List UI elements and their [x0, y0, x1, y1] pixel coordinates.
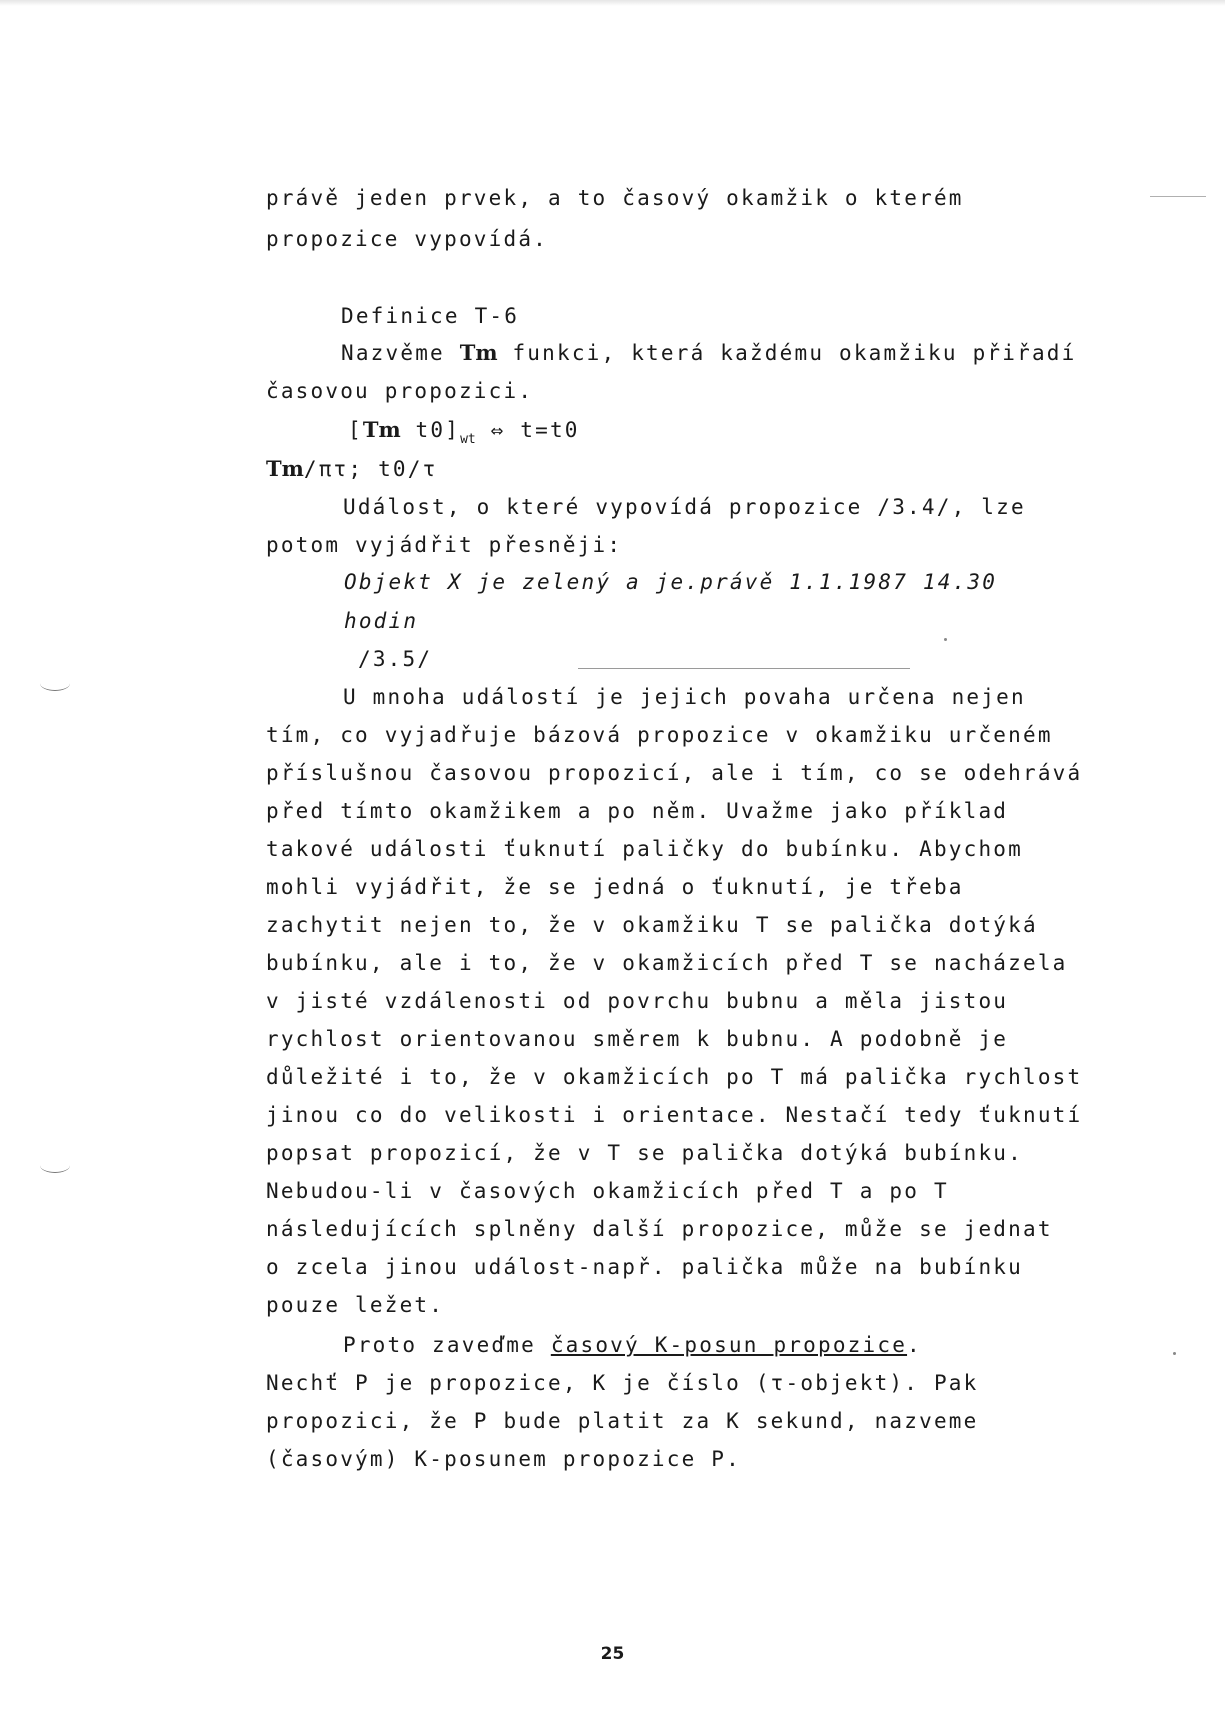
paragraph-line: v jisté vzdálenosti od povrchu bubnu a měla jistou — [266, 989, 1009, 1013]
scan-speck — [944, 638, 947, 641]
example-line: Objekt X je zelený a je.právě 1.1.1987 14.30 — [344, 570, 998, 594]
paragraph-line: Nechť P je propozice, K je číslo (τ-objekt). Pak — [266, 1371, 979, 1395]
paragraph-line: U mnoha událostí je jejich povaha určena nejen — [343, 685, 1026, 709]
paragraph-line: následujících splněny další propozice, může se jednat — [266, 1217, 1053, 1241]
page-number: 25 — [600, 1644, 625, 1664]
definition-line: Nazvěme Tm funkci, která každému okamžiku přiřadí — [341, 340, 1077, 365]
paragraph-line: jinou co do velikosti i orientace. Nestačí tedy ťuknutí — [266, 1103, 1083, 1127]
definition-line: časovou propozici. — [266, 379, 534, 403]
text-line: potom vyjádřit přesněji: — [266, 533, 623, 557]
text-line: propozice vypovídá. — [266, 227, 549, 251]
scan-mark — [40, 1158, 70, 1173]
example-line: hodin — [344, 609, 419, 633]
paragraph-line: tím, co vyjadřuje bázová propozice v okamžiku určeném — [266, 723, 1053, 747]
paragraph-line: důležité i to, že v okamžicích po T má palička rychlost — [266, 1065, 1083, 1089]
underlined-term: časový K-posun propozice — [550, 1333, 908, 1357]
paragraph-line: o zcela jinou událost-např. palička může na bubínku — [266, 1255, 1023, 1279]
example-label: /3.5/ — [358, 647, 433, 671]
paragraph-line: bubínku, ale i to, že v okamžicích před T se nacházela — [266, 951, 1068, 975]
paragraph-line: propozici, že P bude platit za K sekund, nazveme — [266, 1409, 979, 1433]
scan-speck — [1173, 1352, 1176, 1355]
text-line: právě jeden prvek, a to časový okamžik o kterém — [266, 186, 964, 210]
paragraph-line: zachytit nejen to, že v okamžiku T se palička dotýká — [266, 913, 1038, 937]
paragraph-line: (časovým) K-posunem propozice P. — [266, 1447, 741, 1471]
paragraph-line: Nebudou-li v časových okamžicích před T a po T — [266, 1179, 949, 1203]
scan-top-edge — [0, 0, 1225, 6]
paragraph-line: před tímto okamžikem a po něm. Uvažme jako příklad — [266, 799, 1009, 823]
blank-rule — [578, 668, 910, 669]
paragraph-line: takové události ťuknutí paličky do bubínku. Abychom — [266, 837, 1023, 861]
paragraph-line: rychlost orientovanou směrem k bubnu. A podobně je — [266, 1027, 1009, 1051]
scan-mark — [1150, 196, 1206, 197]
text-line: Událost, o které vypovídá propozice /3.4/, lze — [343, 495, 1026, 519]
type-declaration: Tm/πτ; t0/τ — [266, 456, 438, 481]
paragraph-line: mohli vyjádřit, že se jedná o ťuknutí, je třeba — [266, 875, 964, 899]
paragraph-line: Proto zaveďme časový K-posun propozice. — [343, 1333, 922, 1357]
definition-title: Definice T-6 — [341, 304, 520, 328]
paragraph-line: pouze ležet. — [266, 1293, 445, 1317]
scan-mark — [40, 676, 70, 691]
definition-formula: [Tm $t0]_{wt}$ ⇔ t=t0 — [348, 417, 580, 447]
paragraph-line: popsat propozicí, že v T se palička dotýká bubínku. — [266, 1141, 1023, 1165]
paragraph-line: příslušnou časovou propozicí, ale i tím, co se odehrává — [266, 761, 1083, 785]
